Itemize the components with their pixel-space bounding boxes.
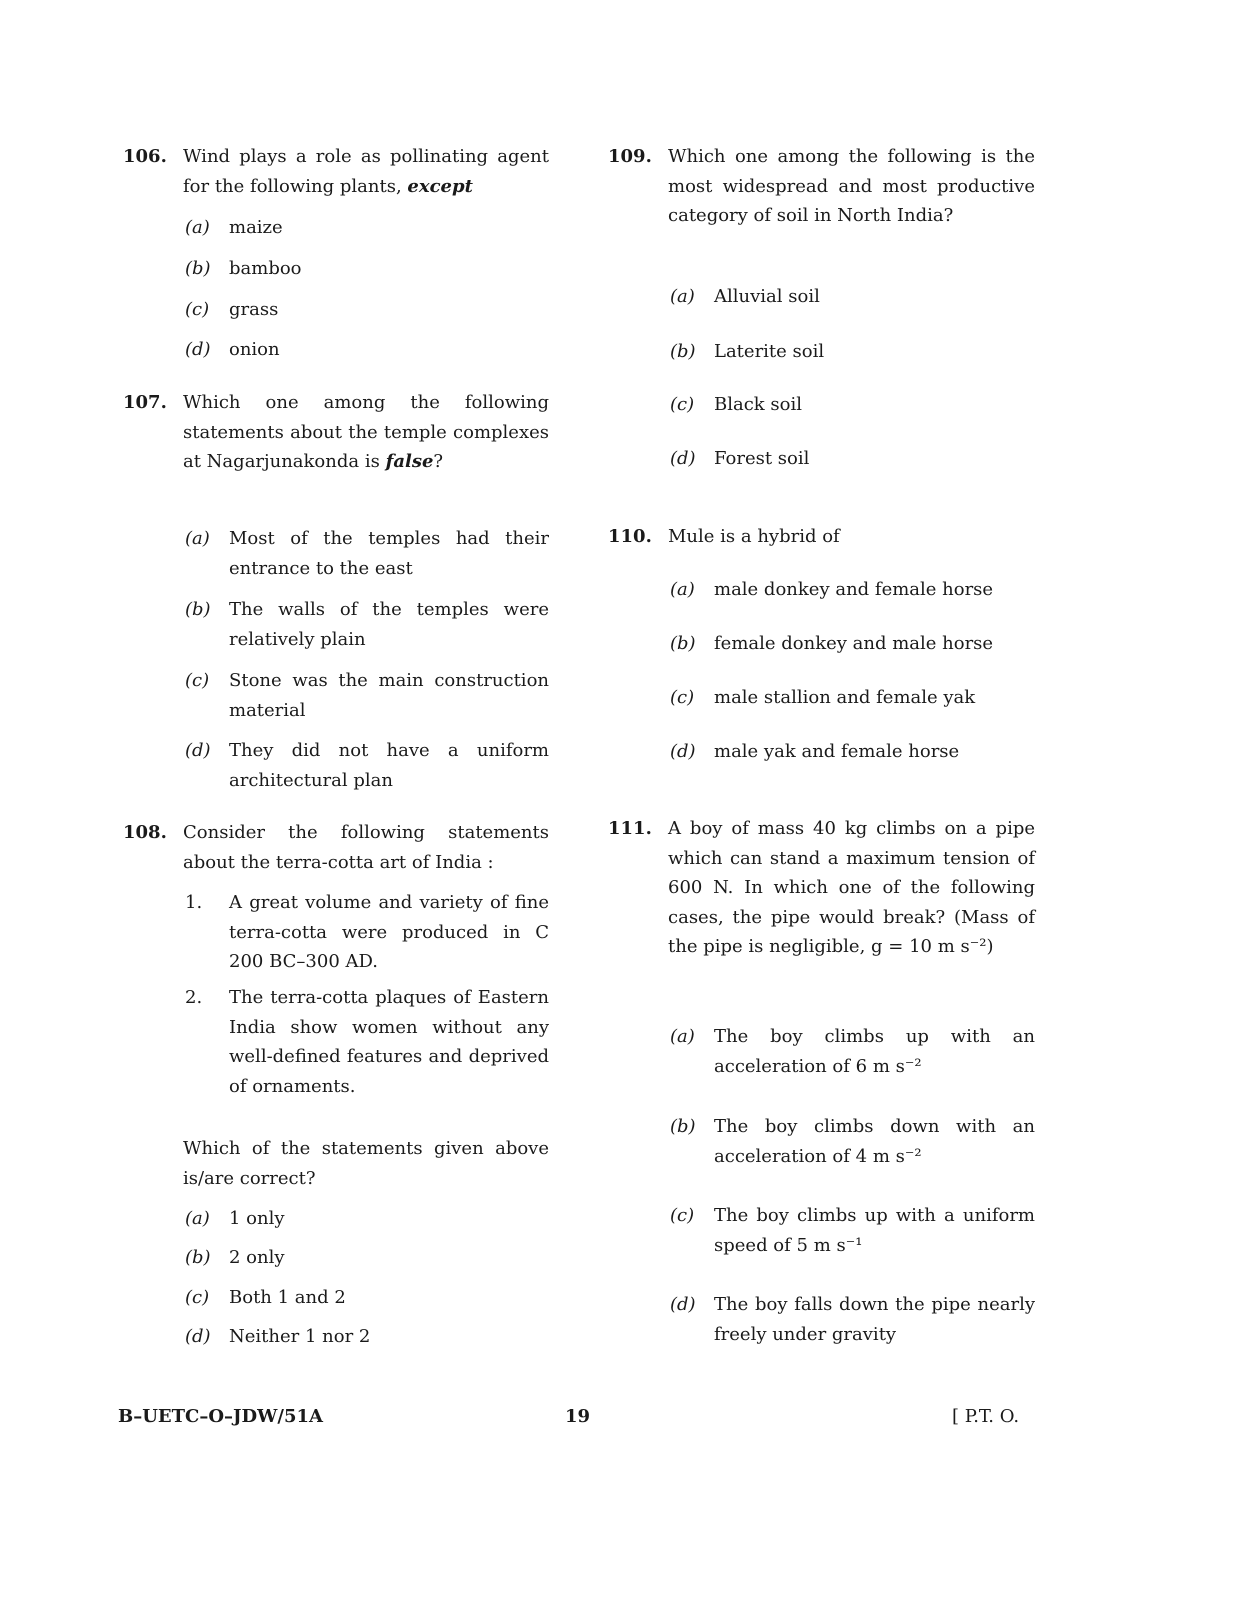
option-text: Black soil	[714, 394, 803, 415]
option	[670, 1112, 1036, 1174]
question-text	[183, 142, 549, 201]
question-106	[123, 142, 553, 202]
question-number: 107.	[123, 392, 167, 413]
option	[185, 666, 551, 726]
statement-number: 2.	[185, 987, 203, 1008]
option-label: (b)	[670, 633, 696, 654]
question-108	[123, 818, 553, 878]
question-stem: Wind plays a role as pollinating agent for the following plants,	[183, 146, 549, 197]
question-emphasis: except	[407, 175, 473, 197]
option-label: (c)	[185, 670, 210, 691]
statement-text: The terra-cotta plaques of Eastern India show women without any well-defined features and deprived of ornaments.	[229, 987, 549, 1097]
prompt-text: Which of the statements given above is/are correct?	[183, 1138, 549, 1189]
option	[185, 595, 551, 655]
option-text: 2 only	[229, 1247, 285, 1268]
question-110	[608, 522, 1038, 552]
option-text: grass	[229, 299, 279, 320]
question-number: 111.	[608, 818, 652, 839]
option-text: Forest soil	[714, 448, 810, 469]
page-number: 19	[565, 1406, 591, 1427]
question-text: A boy of mass 40 kg climbs on a pipe which can stand a maximum tension of 600 N. In which one of the following cases, the pipe would break? (Mass of the pipe is negligible, g = 10 m s⁻²)	[668, 818, 1035, 957]
option-label: (c)	[670, 1205, 695, 1226]
question-number: 110.	[608, 526, 652, 547]
option-text: The walls of the temples were relatively plain	[229, 599, 549, 650]
option-label: (d)	[185, 740, 211, 761]
option-text: maize	[229, 217, 283, 238]
option-text: Most of the temples had their entrance to the east	[229, 528, 549, 579]
pto-note: [ P.T. O.	[952, 1406, 1020, 1427]
option-text: 1 only	[229, 1208, 285, 1229]
statement-number: 1.	[185, 892, 203, 913]
option-label: (c)	[185, 299, 210, 320]
question-109	[608, 142, 1038, 262]
option-label: (a)	[185, 1208, 210, 1229]
option	[185, 736, 551, 796]
question-text	[183, 388, 549, 477]
option-label: (d)	[670, 1294, 696, 1315]
question-text: Consider the following statements about the terra-cotta art of India :	[183, 822, 549, 873]
option-label: (b)	[185, 258, 211, 279]
option-text: The boy falls down the pipe nearly freely under gravity	[714, 1294, 1035, 1345]
option-label: (d)	[185, 339, 211, 360]
option-text: male donkey and female horse	[714, 579, 994, 600]
paper-code: B–UETC–O–JDW/51A	[118, 1406, 323, 1427]
option-label: (a)	[670, 1026, 695, 1047]
option	[670, 1290, 1036, 1352]
question-number: 109.	[608, 146, 652, 167]
question-suffix: ?	[433, 451, 444, 472]
option-text: The boy climbs up with a uniform speed of 5 m s⁻¹	[714, 1205, 1035, 1256]
option-label: (a)	[670, 579, 695, 600]
option-label: (b)	[670, 1116, 696, 1137]
option-text: They did not have a uniform architectural plan	[229, 740, 549, 791]
option	[185, 524, 551, 584]
option-label: (b)	[670, 341, 696, 362]
question-stem: Which one among the following statements about the temple complexes at Nagarjunakonda is	[183, 392, 549, 472]
option-text: male stallion and female yak	[714, 687, 976, 708]
option-label: (a)	[185, 217, 210, 238]
option-text: male yak and female horse	[714, 741, 960, 762]
option-text: Both 1 and 2	[229, 1287, 346, 1308]
option	[670, 1201, 1036, 1263]
option-label: (a)	[185, 528, 210, 549]
option-label: (c)	[185, 1287, 210, 1308]
option-label: (a)	[670, 286, 695, 307]
option-text: Laterite soil	[714, 341, 825, 362]
question-number: 106.	[123, 146, 167, 167]
question-text: Mule is a hybrid of	[668, 526, 840, 547]
option-label: (d)	[670, 741, 696, 762]
option-label: (d)	[185, 1326, 211, 1347]
option-text: onion	[229, 339, 280, 360]
statement	[185, 888, 551, 978]
question-number: 108.	[123, 822, 167, 843]
option-text: The boy climbs up with an acceleration of 6 m s⁻²	[714, 1026, 1035, 1077]
question-111	[608, 814, 1038, 994]
option-label: (c)	[670, 687, 695, 708]
option-text: The boy climbs down with an acceleration of 4 m s⁻²	[714, 1116, 1035, 1167]
option-label: (d)	[670, 448, 696, 469]
option-text: Stone was the main construction material	[229, 670, 549, 721]
statement-text: A great volume and variety of fine terra-cotta were produced in C 200 BC–300 AD.	[229, 892, 549, 972]
option-text: Neither 1 nor 2	[229, 1326, 371, 1347]
option-text: bamboo	[229, 258, 302, 279]
option-text: Alluvial soil	[714, 286, 820, 307]
option-label: (c)	[670, 394, 695, 415]
option	[670, 1022, 1036, 1084]
statement	[185, 983, 551, 1133]
question-text: Which one among the following is the most widespread and most productive category of soil in North India?	[668, 146, 1035, 226]
option-label: (b)	[185, 1247, 211, 1268]
option-text: female donkey and male horse	[714, 633, 994, 654]
question-prompt	[183, 1134, 549, 1193]
option-label: (b)	[185, 599, 211, 620]
question-emphasis: false	[385, 451, 434, 472]
question-107	[123, 388, 553, 508]
